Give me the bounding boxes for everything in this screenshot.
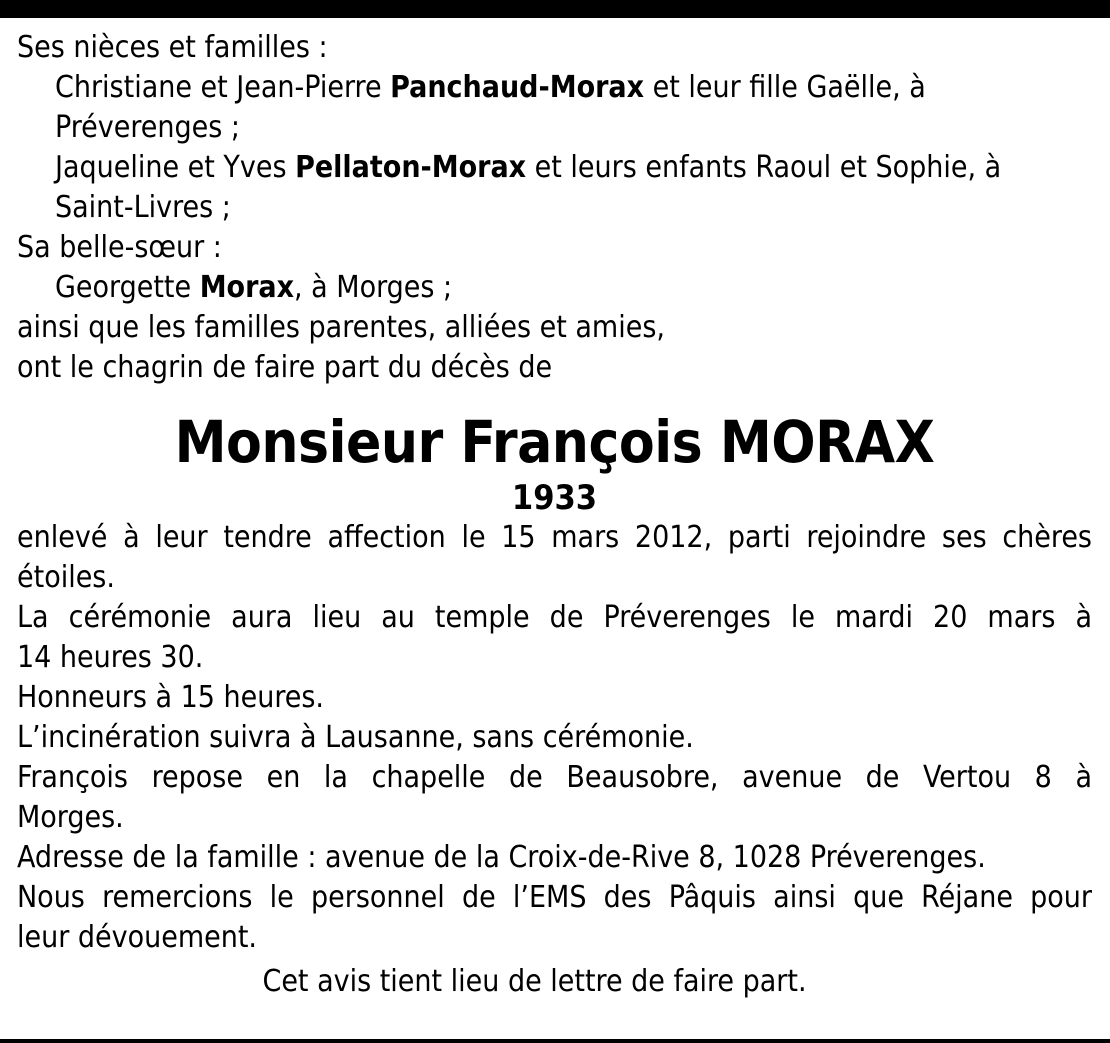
family-entry-panchaud: [17, 68, 1092, 108]
chapel-paragraph-line2: Morges.: [17, 800, 124, 835]
entry-text: Georgette: [55, 270, 200, 305]
family-address-line: Adresse de la famille : avenue de la Croix-de-Rive 8, 1028 Préverenges.: [17, 840, 986, 875]
passing-paragraph-line1: enlevé à leur tendre affection le 15 mars 2012, parti rejoindre ses chères: [17, 520, 1092, 555]
notice-content: [17, 28, 1092, 1002]
closing-line: Cet avis tient lieu de lettre de faire part.: [262, 964, 807, 999]
passing-paragraph-line2: étoiles.: [17, 560, 115, 595]
top-border-rule: [0, 0, 1110, 18]
deceased-name: Monsieur François MORAX: [174, 408, 935, 476]
thanks-paragraph-line1: Nous remercions le personnel de l’EMS des Pâquis ainsi que Réjane pour: [17, 880, 1092, 915]
entry-text: et leur fille Gaëlle, à: [644, 70, 926, 105]
ceremony-paragraph-line1: La cérémonie aura lieu au temple de Préverenges le mardi 20 mars à: [17, 600, 1092, 635]
honours-line: Honneurs à 15 heures.: [17, 680, 324, 715]
ceremony-paragraph-line2: 14 heures 30.: [17, 640, 204, 675]
family-entry-georgette: [17, 268, 1092, 308]
entry-text: Jaqueline et Yves: [55, 150, 296, 185]
entry-text: , à Morges ;: [294, 270, 453, 305]
family-entry-panchaud-cont: Préverenges ;: [55, 110, 240, 145]
family-surname: Pellaton-Morax: [295, 150, 527, 185]
entry-text: Christiane et Jean-Pierre: [55, 70, 391, 105]
family-surname: Morax: [199, 270, 295, 305]
family-surname: Panchaud-Morax: [390, 70, 645, 105]
bottom-border-rule: [0, 1039, 1110, 1043]
sister-in-law-heading: Sa belle-sœur :: [17, 230, 222, 265]
allies-line: ainsi que les familles parentes, alliées et amies,: [17, 310, 665, 345]
chapel-paragraph-line1: François repose en la chapelle de Beausobre, avenue de Vertou 8 à: [17, 760, 1092, 795]
cremation-line: L’incinération suivra à Lausanne, sans cérémonie.: [17, 720, 694, 755]
family-entry-pellaton-cont: Saint-Livres ;: [55, 190, 231, 225]
family-entry-pellaton: [17, 148, 1092, 188]
thanks-paragraph-line2: leur dévouement.: [17, 920, 257, 955]
announce-line: ont le chagrin de faire part du décès de: [17, 350, 553, 385]
birth-year: 1933: [511, 478, 598, 518]
nieces-heading: Ses nièces et familles :: [17, 30, 328, 65]
entry-text: et leurs enfants Raoul et Sophie, à: [526, 150, 1002, 185]
